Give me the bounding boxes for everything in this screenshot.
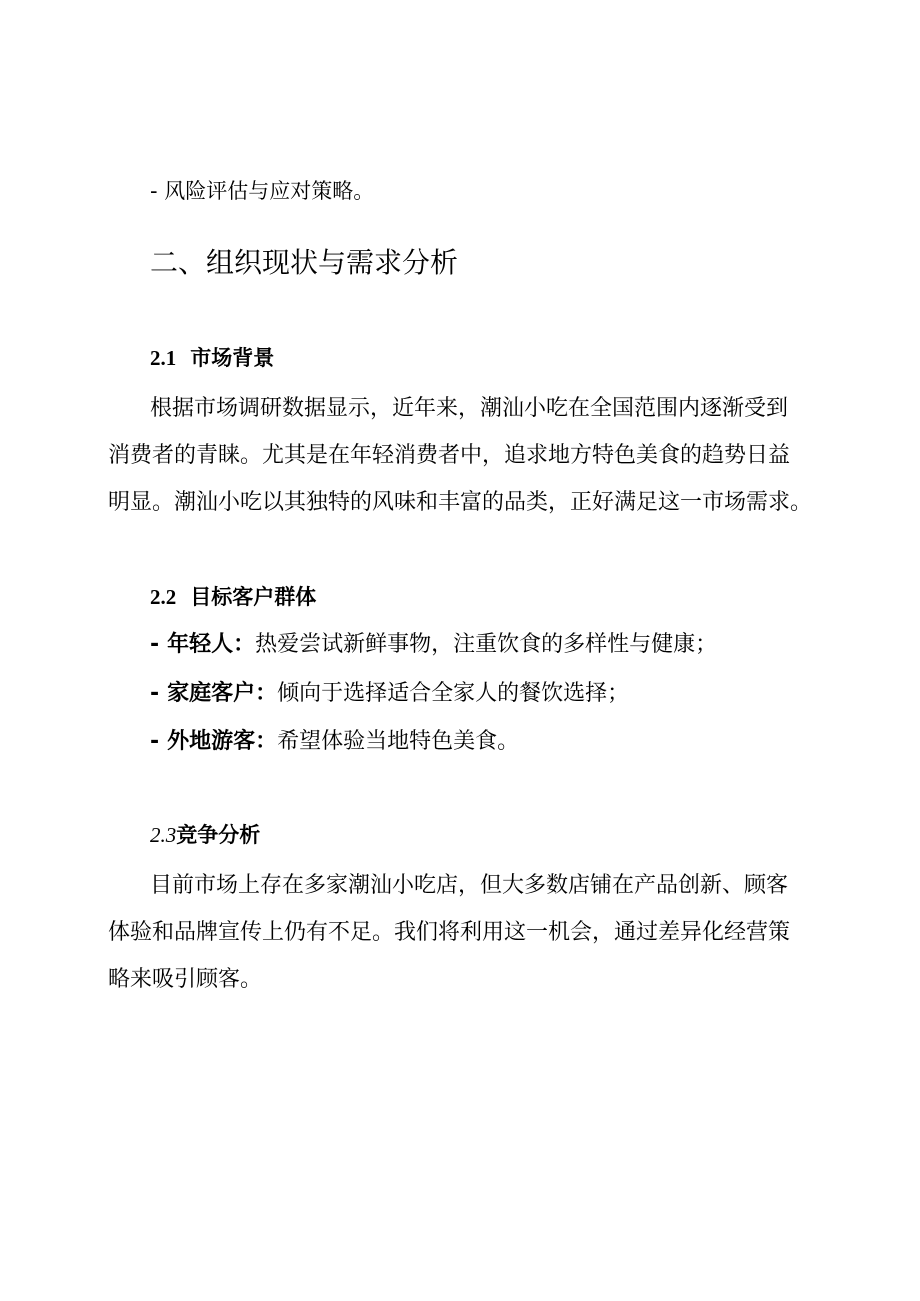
list-item-tourists: [150, 727, 519, 757]
list-dash: -: [150, 681, 160, 706]
heading-2-3-number: 2.3: [150, 823, 177, 847]
paragraph-line: 体验和品牌宣传上仍有不足。我们将利用这一机会，通过差异化经营策: [108, 920, 791, 945]
paragraph-line: 根据市场调研数据显示，近年来，潮汕小吃在全国范围内逐渐受到: [150, 396, 789, 421]
heading-2-1-number: 2.1: [150, 346, 177, 370]
heading-2-1: [150, 343, 274, 373]
list-item-family-customers: [150, 679, 629, 709]
paragraph-market-background: [108, 385, 828, 526]
paragraph-line: 消费者的青睐。尤其是在年轻消费者中，追求地方特色美食的趋势日益: [108, 443, 791, 468]
list-text: 希望体验当地特色美食。: [277, 729, 520, 754]
heading-2-2-title: 目标客户群体: [190, 585, 317, 609]
list-text: 热爱尝试新鲜事物，注重饮食的多样性与健康；: [255, 632, 718, 657]
paragraph-competition-analysis: [108, 862, 828, 1003]
risk-assessment-bullet: - 风险评估与应对策略。: [150, 179, 375, 203]
heading-2-3-title: 竞争分析: [176, 823, 261, 847]
section-title: 二、组织现状与需求分析: [150, 246, 459, 279]
heading-2-2-number: 2.2: [150, 585, 177, 609]
list-term: 家庭客户：: [167, 681, 278, 706]
list-dash: -: [150, 729, 160, 754]
list-item-young-people: [150, 630, 717, 660]
paragraph-line: 目前市场上存在多家潮汕小吃店，但大多数店铺在产品创新、顾客: [150, 873, 789, 898]
heading-2-2: [150, 582, 316, 612]
list-dash: -: [150, 632, 160, 657]
list-term: 年轻人：: [167, 632, 256, 657]
paragraph-line: 明显。潮汕小吃以其独特的风味和丰富的品类，正好满足这一市场需求。: [108, 490, 813, 515]
list-term: 外地游客：: [167, 729, 278, 754]
list-text: 倾向于选择适合全家人的餐饮选择；: [277, 681, 630, 706]
paragraph-line: 略来吸引顾客。: [108, 967, 263, 992]
heading-2-1-title: 市场背景: [190, 346, 275, 370]
heading-2-3: [150, 820, 260, 850]
